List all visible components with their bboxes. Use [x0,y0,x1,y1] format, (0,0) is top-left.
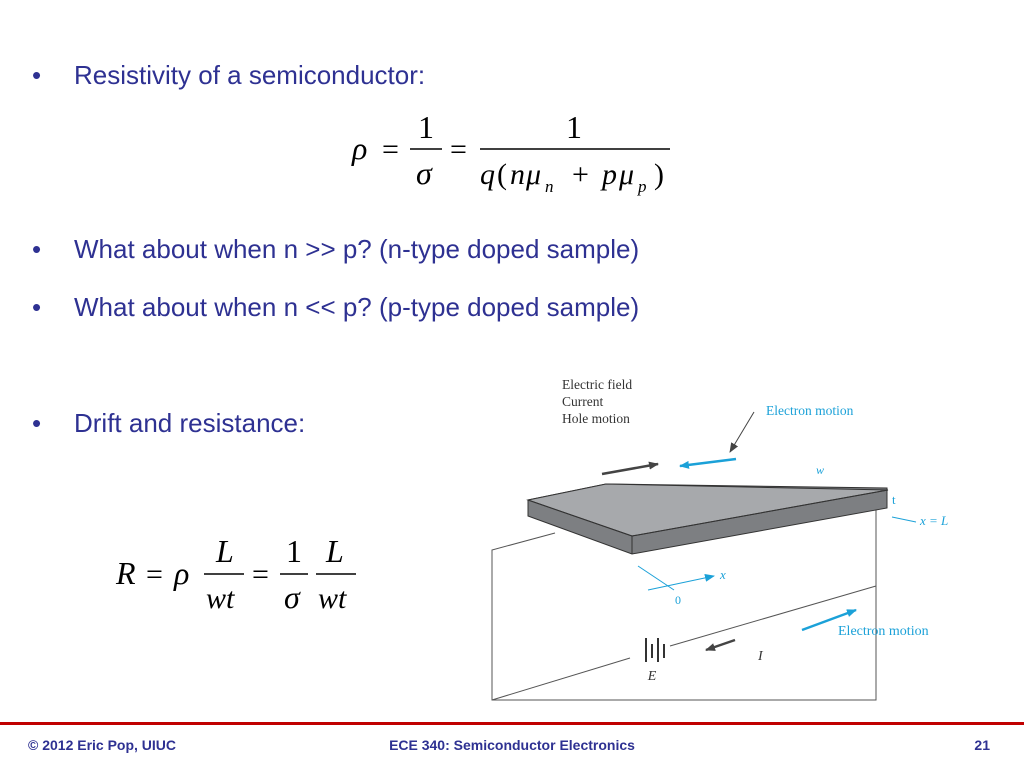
eq1-sub-p: p [638,177,647,196]
eq2-equals: = [146,558,163,591]
eq1-numerator-one-2: 1 [566,109,582,145]
eq1-close-paren: ) [654,158,664,191]
eq2-one: 1 [286,533,302,569]
eq1-q: q [480,158,495,191]
bullet-text: What about when n >> p? (n-type doped sample) [74,234,640,264]
bullet-dot: • [32,234,42,264]
x-axis-arrow-icon [648,576,714,590]
bullet-drift [32,408,305,438]
eq1-rho: ρ [352,130,368,166]
bullet-text: Drift and resistance: [74,408,306,438]
eq1-numerator-one: 1 [418,109,434,145]
battery-label: E [647,669,657,684]
eq1-sub-n: n [545,177,554,196]
eq1-plus: + [572,158,589,191]
eq2-L-2: L [326,533,344,569]
bullet-text: What about when n << p? (p-type doped sample) [74,292,640,322]
bullet-p-type [32,292,639,322]
bullet-dot: • [32,60,42,90]
origin-label: 0 [675,593,681,607]
eq2-sigma: σ [284,579,300,615]
eq1-sigma: σ [416,155,432,191]
eq1-n: n [510,158,525,191]
electron-motion-lower-label: Electron motion [838,624,929,639]
eq1-equals-2: = [450,133,467,166]
eq2-equals-2: = [252,558,269,591]
bullet-dot: • [32,408,42,438]
bullet-resistivity [32,60,425,90]
eq2-rho: ρ [174,555,190,591]
battery-icon [646,638,664,662]
eq2-wt-2: wt [318,582,347,615]
x-eq-L-label: x = L [920,513,949,528]
legend-electric-field: Electric field [562,377,633,392]
electron-motion-pointer [730,412,754,452]
current-arrow-icon [706,640,735,650]
eq2-wt: wt [206,582,235,615]
x-axis-label: x [720,567,726,582]
electron-motion-upper-label: Electron motion [766,403,854,418]
current-label: I [758,649,763,664]
eq1-open-paren: ( [497,158,507,191]
drift-resistance-figure [480,368,1000,708]
footer-page-number: 21 [974,737,990,753]
width-label: w [816,463,825,477]
resistance-equation [110,528,370,618]
footer-course: ECE 340: Semiconductor Electronics [389,737,635,753]
eq1-p: p [602,158,617,191]
legend-hole-motion: Hole motion [562,411,630,426]
legend-current: Current [562,394,604,409]
eq2-R: R [116,555,136,591]
x-eq-L-leader [892,517,916,522]
eq2-L: L [216,533,234,569]
battery-lead-left [492,658,630,700]
footer-divider [0,722,1024,725]
thickness-label: t [892,492,896,507]
bullet-dot: • [32,292,42,322]
bullet-text: Resistivity of a semiconductor: [74,60,426,90]
electron-motion-upper-arrow-icon [680,459,736,466]
origin-leader [638,566,674,590]
eq1-equals: = [382,133,399,166]
resistivity-equation [340,100,680,200]
eq1-mu-n: μ [526,158,542,191]
field-arrow-icon [602,464,658,474]
eq1-mu-p: μ [619,158,635,191]
bullet-n-type [32,234,639,264]
footer-copyright: © 2012 Eric Pop, UIUC [28,737,177,753]
